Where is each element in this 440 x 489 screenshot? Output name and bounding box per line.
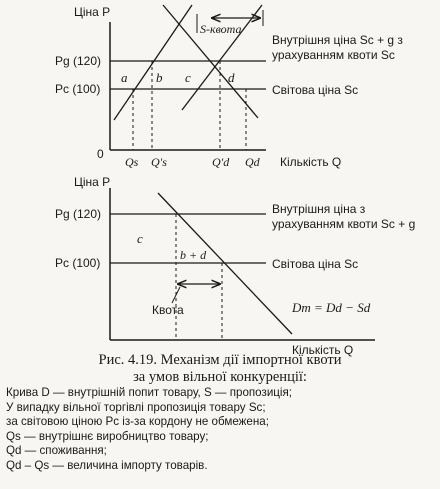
top-y-label: Ціна P [74, 5, 111, 19]
top-labels [55, 5, 403, 169]
top-origin: 0 [97, 147, 104, 161]
top-supply-line [114, 5, 192, 120]
top-x-qd-prime: Q'd [212, 155, 230, 169]
top-x-qs: Qs [125, 155, 139, 169]
legend-notes [6, 386, 436, 474]
top-tick-pc: Pc (100) [55, 82, 101, 96]
note-line: Qd – Qs — величина імпорту товарів. [6, 458, 208, 472]
note-line: за світовою ціною Pc із-за кордону не обмежена; [6, 415, 269, 429]
bottom-tick-pc: Pc (100) [55, 256, 101, 270]
note-line: Крива D — внутрішній попит товару, S — пропозиція; [6, 386, 293, 399]
top-shifted-supply-line [182, 5, 262, 110]
bottom-domestic-label-1: Внутрішня ціна з [272, 202, 366, 216]
top-domestic-label-2: урахуванням квоти Sc [272, 48, 395, 62]
top-tick-pg: Pg (120) [55, 54, 102, 68]
bottom-tick-pg: Pg (120) [55, 207, 102, 221]
top-area-c: c [185, 70, 191, 85]
bottom-area-c: c [137, 231, 143, 246]
bottom-labels [55, 175, 415, 357]
top-domestic-label-1: Внутрішня ціна Sc + g з [272, 33, 403, 47]
bottom-domestic-label-2: урахуванням квоти Sc + g [272, 217, 416, 231]
figure-caption [0, 352, 440, 386]
note-line: Qd — споживання; [6, 444, 107, 458]
bottom-quota-label: Квота [152, 303, 184, 317]
top-area-d: d [228, 70, 235, 85]
bottom-area-bd: b + d [180, 248, 207, 262]
note-line: Qs — внутрішнє виробництво товару; [6, 429, 209, 443]
top-x-qd: Qd [245, 155, 260, 169]
bottom-dm-formula: Dm = Dd − Sd [292, 300, 371, 315]
note-line: У випадку вільної торгівлі пропозиція товару Sc; [6, 400, 266, 414]
caption-line-2: за умов вільної конкуренції: [133, 369, 307, 385]
top-world-label: Світова ціна Sc [272, 83, 359, 97]
bottom-world-label: Світова ціна Sc [272, 257, 359, 271]
top-quota-label: S-квота [200, 22, 242, 36]
top-x-label: Кількість Q [280, 155, 342, 169]
caption-line-1: Рис. 4.19. Механізм дії імпортної квоти [98, 352, 342, 368]
bottom-y-label: Ціна P [74, 175, 111, 189]
top-area-b: b [156, 70, 163, 85]
top-x-qs-prime: Q's [151, 155, 167, 169]
bottom-x-label: Кількість Q [292, 343, 354, 357]
top-area-a: a [121, 70, 128, 85]
